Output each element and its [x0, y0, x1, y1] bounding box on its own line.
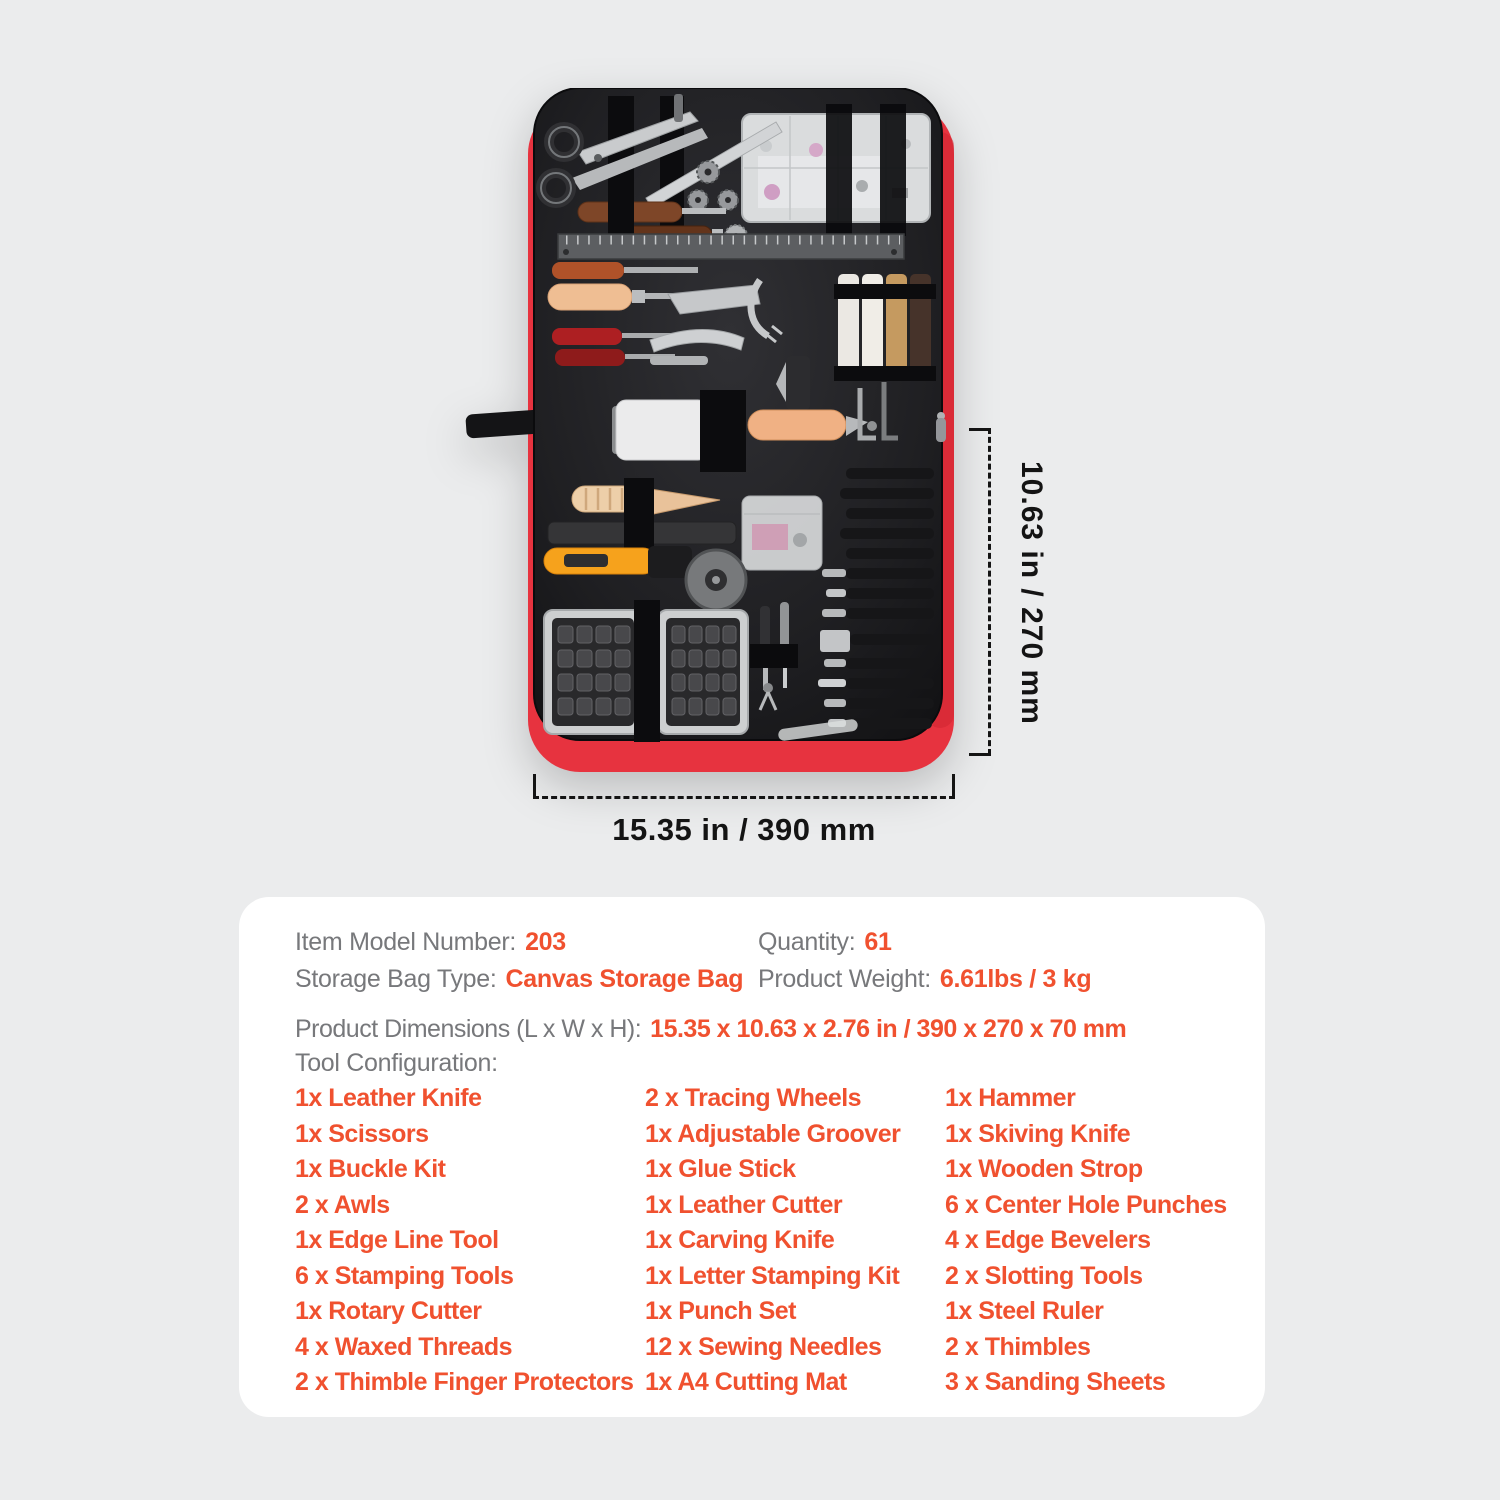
steel-ruler-illustration: [558, 234, 904, 259]
tool-item: 1x Steel Ruler: [945, 1297, 1104, 1325]
tool-item: 4 x Edge Bevelers: [945, 1226, 1151, 1254]
width-dimension-tick-right: [952, 774, 955, 798]
tool-item: 1x A4 Cutting Mat: [645, 1368, 847, 1396]
height-dimension-tick-top: [969, 428, 991, 431]
tool-item: 2 x Tracing Wheels: [645, 1084, 862, 1112]
item-model-value: 203: [525, 928, 566, 956]
tool-item: 1x Leather Cutter: [645, 1190, 843, 1219]
tool-item: 4 x Waxed Threads: [295, 1332, 513, 1361]
weight-row: [758, 965, 1091, 994]
width-dimension-tick-left: [533, 774, 536, 798]
tool-item: 2 x Slotting Tools: [945, 1261, 1143, 1290]
product-dimensions-value: 15.35 x 10.63 x 2.76 in / 390 x 270 x 70 mm: [650, 1015, 1127, 1043]
tool-item: 1x Skiving Knife: [945, 1119, 1131, 1148]
zipper-pull-illustration: [936, 412, 946, 442]
quantity-row: [758, 928, 892, 957]
tool-item: 1x Carving Knife: [645, 1226, 835, 1254]
tool-item: 1x Punch Set: [645, 1297, 796, 1325]
height-dimension-tick-bottom: [969, 753, 991, 756]
bag-type-label: Storage Bag Type:: [295, 965, 497, 993]
glue-roller-illustration: [612, 390, 746, 472]
accessory-box-illustration: [742, 496, 822, 570]
tool-item: 1x Edge Line Tool: [295, 1226, 499, 1254]
weight-label: Product Weight:: [758, 965, 931, 993]
tool-item: 1x Letter Stamping Kit: [645, 1261, 900, 1290]
tool-item: 1x Buckle Kit: [295, 1155, 446, 1183]
item-model-row: [295, 928, 566, 957]
tool-item: 2 x Awls: [295, 1190, 390, 1219]
tool-item: 6 x Center Hole Punches: [945, 1190, 1227, 1219]
weight-value: 6.61lbs / 3 kg: [939, 965, 1092, 993]
height-dimension-label: 10.63 in / 270 mm: [1015, 461, 1048, 725]
spec-panel: [239, 897, 1265, 1417]
quantity-value: 61: [864, 928, 892, 956]
bag-type-value: Canvas Storage Bag: [505, 965, 744, 993]
tool-item: 1x Hammer: [945, 1084, 1076, 1112]
tool-item: 1x Adjustable Groover: [645, 1119, 901, 1148]
letter-stamping-kit-illustration: [544, 600, 748, 742]
width-dimension-label: 15.35 in / 390 mm: [612, 812, 876, 847]
tool-item: 12 x Sewing Needles: [645, 1332, 882, 1361]
tool-item: 1x Leather Knife: [295, 1084, 482, 1112]
tool-list-column-1: [295, 1081, 633, 1401]
tool-configuration-heading: Tool Configuration:: [295, 1049, 498, 1077]
product-dimensions-row: [295, 1015, 1126, 1044]
width-dimension-line: [533, 796, 955, 799]
item-model-label: Item Model Number:: [295, 928, 517, 956]
tool-item: 2 x Thimbles: [945, 1332, 1091, 1361]
tool-item: 1x Wooden Strop: [945, 1155, 1143, 1183]
tool-list-column-3: [945, 1081, 1227, 1401]
bag-type-row: [295, 965, 743, 994]
tool-item: 3 x Sanding Sheets: [945, 1368, 1166, 1396]
product-photo: [458, 88, 958, 782]
tool-item: 1x Scissors: [295, 1119, 429, 1148]
tool-item: 6 x Stamping Tools: [295, 1261, 514, 1290]
tool-kit-illustration: [458, 88, 958, 778]
tool-list-column-2: [645, 1081, 900, 1401]
tool-item: 1x Glue Stick: [645, 1155, 796, 1183]
tool-item: 2 x Thimble Finger Protectors: [295, 1368, 634, 1396]
product-dimensions-label: Product Dimensions (L x W x H):: [295, 1015, 642, 1043]
height-dimension-line: [988, 428, 991, 755]
tool-item: 1x Rotary Cutter: [295, 1297, 482, 1325]
quantity-label: Quantity:: [758, 928, 856, 956]
